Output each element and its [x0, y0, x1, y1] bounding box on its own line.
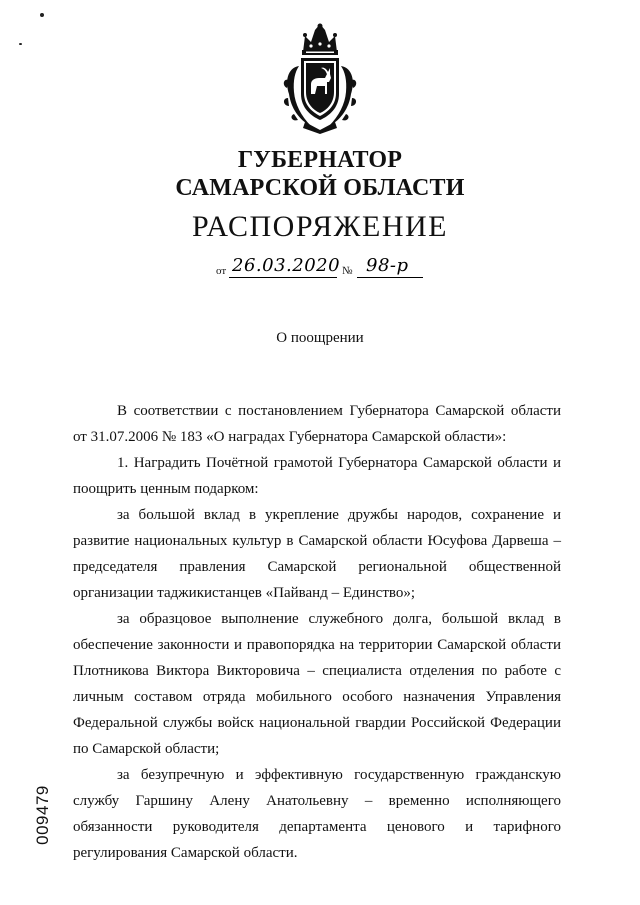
body-paragraph: В соответствии с постановлением Губернатора Самарской области от 31.07.2006 № 183 «О наградах Губернатора Самарской области»: [73, 403, 561, 445]
coat-of-arms-emblem [281, 22, 359, 134]
body-paragraph: за безупречную и эффективную государственную гражданскую службу Гаршину Алену Анатольевну – временно исполняющего обязанности руководителя департамента ценового и тарифного регулирования Самарской области. [73, 767, 561, 861]
handwritten-date: 26.03.2020 [232, 255, 341, 276]
date-underline [229, 277, 337, 278]
scan-speck [19, 43, 22, 45]
governor-title: ГУБЕРНАТОР [237, 147, 403, 173]
document-type-title: РАСПОРЯЖЕНИЕ [191, 210, 449, 243]
margin-stamp-number: 009479 [33, 785, 52, 845]
document-subject: О поощрении [276, 330, 364, 346]
number-label: № [342, 265, 353, 277]
body-paragraph: за большой вклад в укрепление дружбы народов, сохранение и развитие национальных культур в Самарской области Юсуфова Дарвеша – председателя правления Самарской региональной общественной организации таджикистанцев «Пайванд – Единство»; [73, 507, 561, 601]
scan-speck [40, 13, 44, 17]
number-underline [357, 277, 423, 278]
body-paragraph: за образцовое выполнение служебного долга, большой вклад в обеспечение законности и правопорядка на территории Самарской области Плотникова Виктора Викторовича – специалиста отделения по работе с личным составом отряда мобильного особого назначения Управления Федеральной службы войск национальной гвардии Российской Федерации по Самарской области; [73, 611, 561, 757]
document-body [73, 398, 561, 866]
registration-line [216, 255, 426, 281]
date-label: от [216, 265, 227, 277]
margin-registration-stamp [28, 770, 58, 860]
handwritten-number: 98-р [366, 255, 409, 276]
body-paragraph: 1. Наградить Почётной грамотой Губернатора Самарской области и поощрить ценным подарком: [73, 455, 561, 497]
region-title: САМАРСКОЙ ОБЛАСТИ [175, 175, 465, 201]
